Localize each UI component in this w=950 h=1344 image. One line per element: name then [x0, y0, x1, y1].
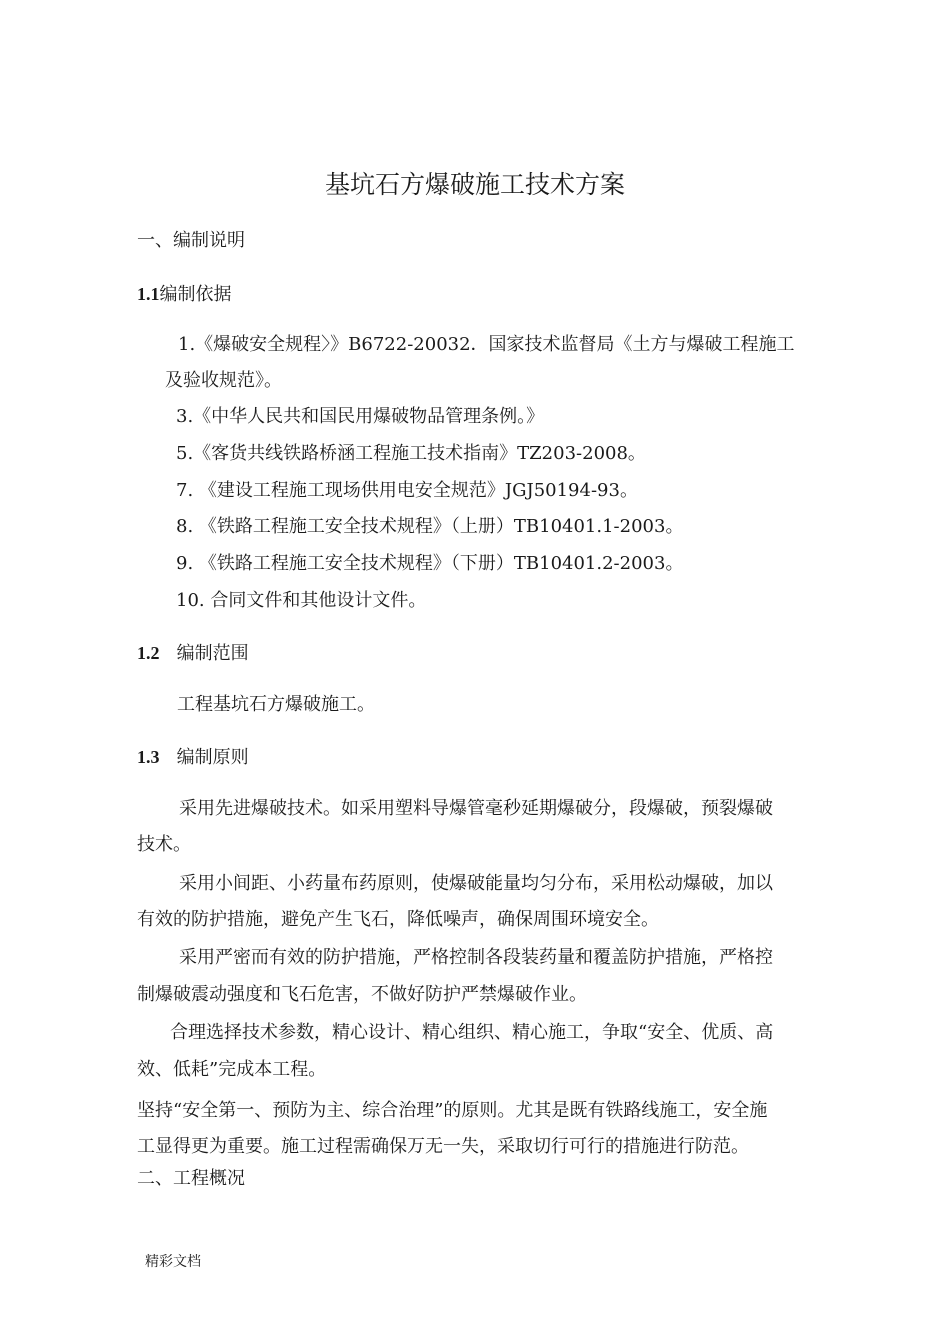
subsection-number: 1.2 — [137, 643, 160, 663]
principle-5-line-1: 坚持“安全第一、预防为主、综合治理”的原则。尤其是既有铁路线施工，安全施 — [137, 1100, 768, 1121]
reference-item-1-cont: 及验收规范》。 — [165, 370, 282, 391]
principle-2-line-1: 采用小间距、小药量布药原则，使爆破能量均匀分布，采用松动爆破，加以 — [179, 873, 773, 894]
reference-item-9: 9. 《铁路工程施工安全技术规程》（下册）TB10401.2-2003。 — [176, 553, 684, 574]
principle-4-line-1: 合理选择技术参数，精心设计、精心组织、精心施工，争取“安全、优质、高 — [170, 1022, 774, 1043]
principle-3-line-2: 制爆破震动强度和飞石危害，不做好防护严禁爆破作业。 — [137, 984, 587, 1005]
subsection-heading-1-1 — [137, 282, 232, 307]
subsection-heading-1-3 — [137, 745, 249, 770]
principle-2-line-2: 有效的防护措施，避免产生飞石，降低噪声，确保周围环境安全。 — [137, 909, 659, 930]
principle-5-line-2: 工显得更为重要。施工过程需确保万无一失，采取切行可行的措施进行防范。 — [137, 1136, 749, 1157]
page-footer: 精彩文档 — [145, 1254, 201, 1270]
subsection-number: 1.3 — [137, 747, 160, 767]
reference-item-3: 3.《中华人民共和国民用爆破物品管理条例。》 — [176, 406, 545, 427]
reference-item-1: 1.《爆破安全规程〉》B6722-20032．国家技术监督局《土方与爆破工程施工 — [178, 334, 795, 355]
section-heading-1: 一、编制说明 — [137, 230, 245, 251]
reference-item-7: 7. 《建设工程施工现场供用电安全规范》JGJ50194-93。 — [176, 480, 638, 501]
principle-1-line-1: 采用先进爆破技术。如采用塑料导爆管毫秒延期爆破分，段爆破，预裂爆破 — [179, 798, 773, 819]
subsection-title: 编制原则 — [176, 747, 249, 768]
subsection-title: 编制依据 — [159, 284, 232, 305]
principle-1-line-2: 技术。 — [137, 834, 191, 855]
scope-text: 工程基坑石方爆破施工。 — [177, 694, 375, 715]
subsection-heading-1-2 — [137, 641, 249, 666]
reference-item-10: 10. 合同文件和其他设计文件。 — [176, 590, 427, 611]
principle-4-line-2: 效、低耗”完成本工程。 — [137, 1059, 327, 1080]
principle-3-line-1: 采用严密而有效的防护措施，严格控制各段装药量和覆盖防护措施，严格控 — [179, 947, 773, 968]
subsection-number: 1.1 — [137, 284, 160, 304]
reference-item-8: 8. 《铁路工程施工安全技术规程》（上册）TB10401.1-2003。 — [176, 516, 684, 537]
reference-item-5: 5.《客货共线铁路桥涵工程施工技术指南》TZ203-2008。 — [176, 443, 646, 464]
document-title: 基坑石方爆破施工技术方案 — [324, 170, 625, 199]
section-heading-2: 二、工程概况 — [137, 1168, 245, 1189]
subsection-title: 编制范围 — [176, 643, 249, 664]
